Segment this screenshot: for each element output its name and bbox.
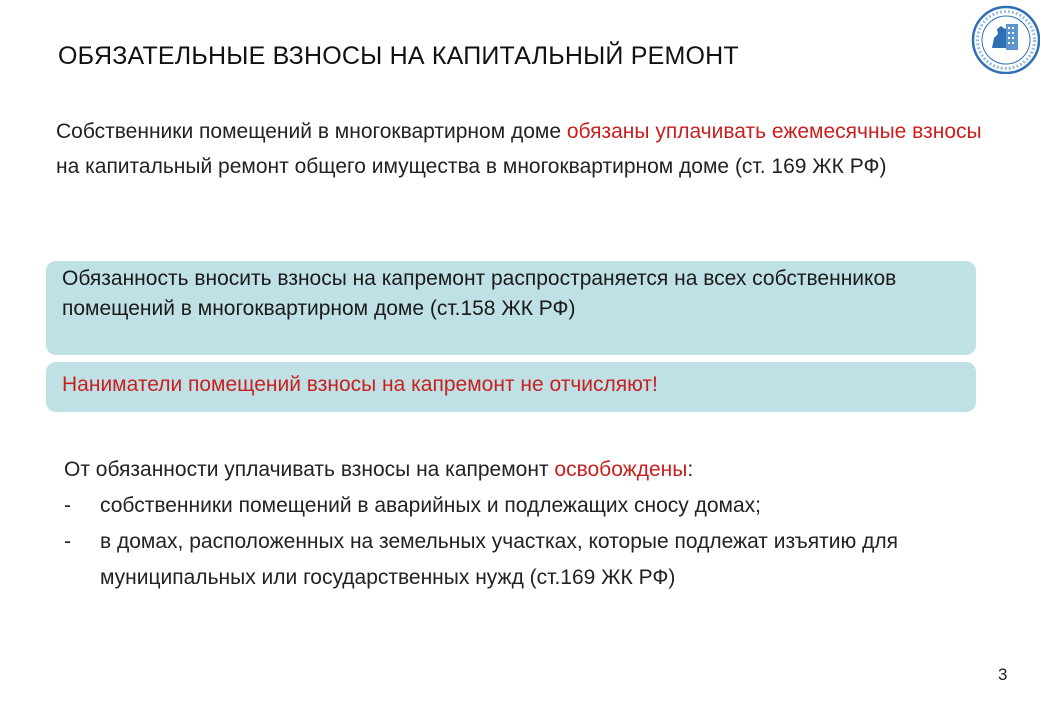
intro-text-end: на капитальный ремонт общего имущества в многоквартирном доме (ст. 169 ЖК РФ) xyxy=(56,155,887,178)
page-number: 3 xyxy=(998,665,1008,684)
exemption-item-text: собственники помещений в аварийных и подлежащих сносу домах; xyxy=(100,494,761,517)
exemption-item xyxy=(64,524,964,596)
obligation-box: Обязанность вносить взносы на капремонт распространяется на всех собственников помещений в многоквартирном доме (ст.158 ЖК РФ) xyxy=(46,261,976,355)
exemptions-lead xyxy=(64,452,964,488)
intro-text-start: Собственники помещений в многоквартирном доме xyxy=(56,120,567,143)
intro-paragraph xyxy=(56,114,986,184)
regional-capital-repair-fund-seal-icon xyxy=(968,2,1040,74)
list-bullet: - xyxy=(64,494,71,517)
intro-highlight: обязаны уплачивать ежемесячные взносы xyxy=(566,120,982,143)
exemptions-lead-text: От обязанности уплачивать взносы на капремонт xyxy=(64,458,555,481)
list-bullet: - xyxy=(64,530,71,553)
tenants-notice-box: Наниматели помещений взносы на капремонт не отчисляют! xyxy=(46,362,976,412)
exemptions-section xyxy=(64,452,964,596)
slide-title: ОБЯЗАТЕЛЬНЫЕ ВЗНОСЫ НА КАПИТАЛЬНЫЙ РЕМОНТ xyxy=(58,42,739,70)
exemptions-colon: : xyxy=(687,458,694,481)
exemption-item-text: в домах, расположенных на земельных участках, которые подлежат изъятию для муниципальных или государственных нужд (ст.169 ЖК РФ) xyxy=(100,530,898,589)
exemption-item xyxy=(64,488,964,524)
exemptions-highlight: освобождены xyxy=(554,458,688,481)
